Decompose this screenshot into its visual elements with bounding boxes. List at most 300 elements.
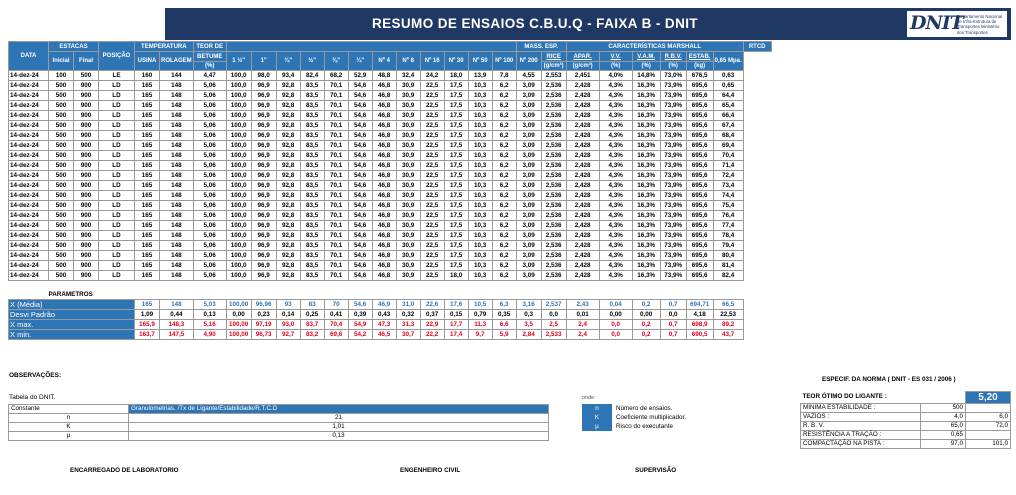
stat-value: 4,90 [193,330,226,340]
norma-label: COMPACTAÇÃO NA PISTA : [801,440,921,449]
data-cell: 500 [49,211,74,221]
data-row [9,171,816,181]
stat-value: 0,25 [300,310,324,320]
data-cell: 4,3% [599,121,632,131]
data-cell: 30,9 [396,201,420,211]
data-cell: 2,553 [541,71,566,81]
data-cell: 92,8 [276,141,300,151]
data-cell: LD [99,101,135,111]
data-cell: 148 [160,191,194,201]
data-cell: 6,2 [492,261,516,271]
data-cell: 165 [135,151,160,161]
stat-value: 148,3 [160,320,194,330]
data-cell: 5,06 [193,171,226,181]
data-cell: 32,4 [396,71,420,81]
data-cell: 83,5 [300,221,324,231]
data-cell: 4,3% [599,191,632,201]
data-cell: 6,2 [492,131,516,141]
data-cell: 54,6 [348,231,372,241]
data-cell: LD [99,141,135,151]
data-cell: 73,9% [660,111,686,121]
data-cell: 5,06 [193,141,226,151]
norma-max: 6,0 [966,413,1011,422]
data-cell: 165 [135,91,160,101]
stat-value: 2,4 [566,320,599,330]
data-cell: 54,6 [348,201,372,211]
title-bar [165,8,1011,40]
data-cell: 6,2 [492,251,516,261]
data-cell: 900 [74,141,99,151]
data-cell: 4,3% [599,101,632,111]
data-cell: 54,6 [348,221,372,231]
data-cell: 500 [49,201,74,211]
data-cell: LD [99,121,135,131]
data-cell: 16,3% [632,151,660,161]
data-cell: 83,5 [300,101,324,111]
data-cell: 10,3 [468,261,492,271]
data-cell: 22,5 [420,101,444,111]
stat-value: 1,09 [135,310,160,320]
data-cell: 5,06 [193,81,226,91]
data-cell: 83,5 [300,191,324,201]
data-cell: 6,2 [492,241,516,251]
data-cell: 2,536 [541,111,566,121]
data-cell: 148 [160,121,194,131]
data-cell: 695,6 [686,111,713,121]
data-cell: 14-dez-24 [9,191,49,201]
data-cell: 22,5 [420,201,444,211]
data-cell: 73,9% [660,191,686,201]
data-cell: 500 [49,241,74,251]
data-cell: LD [99,151,135,161]
data-cell: 900 [74,251,99,261]
data-cell: 4,3% [599,201,632,211]
stat-value: 0,2 [632,300,660,310]
data-cell: 83,5 [300,181,324,191]
data-cell: 83,5 [300,231,324,241]
data-cell: 17,5 [444,221,468,231]
header-rbv-unit: (%) [660,62,686,71]
data-cell: 83,5 [300,151,324,161]
data-cell: 4,3% [599,91,632,101]
header-temperatura: TEMPERATURA [135,42,194,52]
data-cell: 65,4 [713,101,743,111]
data-cell: 4,0% [599,71,632,81]
data-cell: 46,8 [372,221,396,231]
stat-value: 0,7 [660,320,686,330]
data-cell: LD [99,251,135,261]
data-cell: 2,428 [566,151,599,161]
signature-supervision: SUPERVISÃO [635,467,677,474]
data-cell: 22,5 [420,171,444,181]
data-cell: 17,5 [444,101,468,111]
data-cell: 4,3% [599,261,632,271]
data-cell: 3,09 [516,101,541,111]
stat-value: 2,5 [541,320,566,330]
data-cell: 30,9 [396,131,420,141]
data-cell: 500 [49,231,74,241]
stat-value: 30,7 [396,330,420,340]
header-usina: USINA [135,52,160,71]
data-cell: 100 [49,71,74,81]
data-cell: 14-dez-24 [9,271,49,281]
data-cell: 73,9% [660,91,686,101]
data-cell: 165 [135,251,160,261]
stat-value: 70 [324,300,348,310]
data-cell: 92,8 [276,231,300,241]
data-cell: 148 [160,221,194,231]
data-cell: 92,8 [276,81,300,91]
stat-value: 0,7 [660,300,686,310]
data-cell: 96,9 [251,221,276,231]
data-cell: 54,6 [348,191,372,201]
data-cell: 96,9 [251,201,276,211]
data-cell: 10,3 [468,121,492,131]
data-cell: 695,6 [686,81,713,91]
data-cell: 46,8 [372,141,396,151]
data-cell: 900 [74,101,99,111]
data-cell: 83,5 [300,171,324,181]
stat-value: 11,3 [468,320,492,330]
data-row [9,201,816,211]
data-cell: 30,9 [396,211,420,221]
data-cell: 5,06 [193,151,226,161]
data-cell: LD [99,191,135,201]
stat-value: 70,4 [324,320,348,330]
data-cell: 165 [135,141,160,151]
data-cell: 46,8 [372,121,396,131]
data-cell: 83,5 [300,131,324,141]
data-cell: LD [99,111,135,121]
data-cell: LD [99,261,135,271]
data-cell: 4,3% [599,231,632,241]
data-cell: 16,3% [632,181,660,191]
data-cell: 92,8 [276,91,300,101]
results-table [8,41,815,340]
data-cell: 2,428 [566,271,599,281]
data-cell: 16,3% [632,221,660,231]
data-row [9,241,816,251]
data-cell: 2,451 [566,71,599,81]
stat-value: 0,2 [632,320,660,330]
data-cell: 70,1 [324,241,348,251]
norma-max [966,404,1011,413]
data-cell: 70,1 [324,221,348,231]
data-cell: 92,8 [276,191,300,201]
data-cell: 16,3% [632,131,660,141]
stat-row [9,310,816,320]
data-cell: 4,3% [599,171,632,181]
data-cell: 165 [135,211,160,221]
stat-value: 17,6 [444,300,468,310]
data-cell: 80,4 [713,251,743,261]
header-rice: RICE [541,52,566,62]
data-cell: 2,428 [566,231,599,241]
data-cell: 30,9 [396,161,420,171]
data-row [9,131,816,141]
data-cell: 14-dez-24 [9,121,49,131]
data-cell: 6,2 [492,91,516,101]
data-cell: 2,428 [566,121,599,131]
data-cell: 73,9% [660,151,686,161]
data-row [9,101,816,111]
data-cell: 69,4 [713,141,743,151]
data-cell: 6,2 [492,211,516,221]
data-cell: 93,4 [276,71,300,81]
data-cell: 500 [74,71,99,81]
data-cell: 2,428 [566,261,599,271]
data-cell: 73,9% [660,131,686,141]
data-cell: 96,9 [251,191,276,201]
norma-label: R. B. V. [801,422,921,431]
stat-row [9,300,816,310]
data-cell: 92,8 [276,151,300,161]
data-cell: 92,8 [276,241,300,251]
data-cell: 2,428 [566,211,599,221]
data-cell: 96,9 [251,271,276,281]
data-cell: 165 [135,201,160,211]
data-cell: 695,6 [686,231,713,241]
data-cell: 2,428 [566,241,599,251]
data-cell: 10,3 [468,81,492,91]
data-cell: 70,1 [324,201,348,211]
data-row [9,251,816,261]
data-cell: 70,1 [324,271,348,281]
tabela-title: Tabela do DNIT. [9,394,56,401]
data-cell: 22,5 [420,271,444,281]
data-cell: 500 [49,221,74,231]
data-cell: 16,3% [632,211,660,221]
header-vv: V.V. [599,52,632,62]
data-cell: 3,09 [516,201,541,211]
data-cell: 6,2 [492,201,516,211]
data-cell: 900 [74,181,99,191]
data-cell: 10,3 [468,191,492,201]
data-cell: 2,536 [541,201,566,211]
data-cell: 30,9 [396,91,420,101]
data-cell: 83,5 [300,91,324,101]
data-cell: 100,0 [226,171,251,181]
stat-value: 0,44 [160,310,194,320]
norma-label: VAZIOS : [801,413,921,422]
data-cell: 16,3% [632,161,660,171]
data-cell: 695,6 [686,271,713,281]
data-cell: 165 [135,101,160,111]
data-cell: 100,0 [226,271,251,281]
data-cell: 500 [49,161,74,171]
data-cell: 695,6 [686,151,713,161]
data-cell: 4,55 [516,71,541,81]
data-cell: 16,3% [632,251,660,261]
data-cell: 73,4 [713,181,743,191]
data-cell: 100,0 [226,251,251,261]
data-cell: 10,3 [468,221,492,231]
data-cell: 17,5 [444,161,468,171]
data-cell: 100,0 [226,161,251,171]
data-cell: 165 [135,121,160,131]
data-cell: 2,428 [566,221,599,231]
data-cell: 900 [74,161,99,171]
stat-value: 0,0 [599,330,632,340]
data-cell: 148 [160,171,194,181]
data-cell: 500 [49,151,74,161]
data-cell: 24,2 [420,71,444,81]
data-cell: 83,5 [300,121,324,131]
data-cell: 22,5 [420,111,444,121]
data-cell: 46,8 [372,131,396,141]
data-cell: 4,3% [599,251,632,261]
stat-value: 0,43 [372,310,396,320]
data-cell: 70,1 [324,251,348,261]
data-cell: 10,3 [468,271,492,281]
tabela-symbol: µ [9,432,129,441]
data-cell: 5,06 [193,191,226,201]
data-cell: 900 [74,191,99,201]
stat-value: 46,9 [372,300,396,310]
data-cell: 54,6 [348,121,372,131]
data-cell: 2,428 [566,191,599,201]
data-cell: 695,6 [686,241,713,251]
data-cell: 16,3% [632,81,660,91]
data-cell: 148 [160,101,194,111]
stat-value: 89,2 [713,320,743,330]
header-rtcd: RTCD [743,42,771,52]
data-cell: 148 [160,111,194,121]
data-cell: 165 [135,221,160,231]
data-cell: 73,9% [660,181,686,191]
header-apar-unit: (g/cm³) [566,62,599,71]
report-title: RESUMO DE ENSAIOS C.B.U.Q - FAIXA B - DNIT [371,16,699,31]
data-cell: 10,3 [468,241,492,251]
data-cell: 2,536 [541,191,566,201]
data-cell: 30,9 [396,81,420,91]
data-cell: 73,9% [660,221,686,231]
data-row [9,181,816,191]
data-cell: 30,9 [396,261,420,271]
data-cell: 695,6 [686,211,713,221]
data-cell: 83,5 [300,111,324,121]
data-cell: 16,3% [632,191,660,201]
data-cell: LD [99,171,135,181]
data-cell: 66,4 [713,111,743,121]
teor-label: TEOR ÓTIMO DO LIGANTE : [801,392,921,404]
data-cell: 100,0 [226,261,251,271]
data-cell: 4,3% [599,111,632,121]
header-sieves-top [226,42,516,52]
data-cell: 4,3% [599,161,632,171]
data-cell: 5,06 [193,181,226,191]
data-cell: 30,9 [396,151,420,161]
data-cell: 72,4 [713,171,743,181]
stat-value: 43,7 [713,330,743,340]
data-row [9,191,816,201]
data-cell: LE [99,71,135,81]
stat-value: 0,0 [541,310,566,320]
data-cell: 10,3 [468,161,492,171]
data-cell: 30,9 [396,141,420,151]
data-cell: 18,0 [444,271,468,281]
data-cell: 500 [49,111,74,121]
data-cell: 100,0 [226,181,251,191]
data-cell: 22,5 [420,251,444,261]
data-cell: 165 [135,181,160,191]
stat-value: 0,32 [396,310,420,320]
data-cell: 83,5 [300,201,324,211]
stat-value: 22,9 [420,320,444,330]
data-cell: 3,09 [516,251,541,261]
data-cell: 2,428 [566,161,599,171]
data-cell: 4,3% [599,131,632,141]
data-cell: 14-dez-24 [9,261,49,271]
data-cell: 6,2 [492,161,516,171]
data-cell: 10,3 [468,131,492,141]
data-cell: 70,1 [324,191,348,201]
stat-value: 0,15 [444,310,468,320]
data-cell: 22,5 [420,181,444,191]
data-cell: 695,6 [686,261,713,271]
stat-label: X max. [9,320,135,330]
data-cell: 165 [135,271,160,281]
onde-symbol: µ [582,422,612,431]
data-cell: 14-dez-24 [9,81,49,91]
norma-min: 0,65 [921,431,966,440]
stat-value: 147,5 [160,330,194,340]
stat-value: 6,6 [492,320,516,330]
data-cell: 92,8 [276,261,300,271]
data-cell: 73,9% [660,261,686,271]
data-cell: 3,09 [516,81,541,91]
data-cell: 900 [74,211,99,221]
data-cell: LD [99,181,135,191]
stat-label: X (Média) [9,300,135,310]
stat-value: 5,9 [492,330,516,340]
data-cell: 148 [160,201,194,211]
data-cell: 695,6 [686,171,713,181]
data-cell: 30,9 [396,111,420,121]
data-cell: 3,09 [516,171,541,181]
data-row [9,121,816,131]
data-cell: 73,9% [660,101,686,111]
data-cell: 30,9 [396,101,420,111]
data-cell: 92,8 [276,101,300,111]
data-cell: 100,0 [226,221,251,231]
data-cell: 73,9% [660,271,686,281]
data-cell: 14-dez-24 [9,241,49,251]
data-cell: 3,09 [516,191,541,201]
data-cell: 2,536 [541,141,566,151]
data-cell: 16,3% [632,111,660,121]
header-teor-de: TEOR DE [193,42,226,52]
data-cell: 165 [135,171,160,181]
data-cell: 96,9 [251,101,276,111]
tabela-value: 21 [129,414,549,423]
stat-value: 54,6 [348,300,372,310]
data-cell: 74,4 [713,191,743,201]
data-cell: 2,428 [566,141,599,151]
data-cell: 5,06 [193,221,226,231]
data-cell: 17,5 [444,191,468,201]
norma-min: 65,0 [921,422,966,431]
data-cell: 17,5 [444,251,468,261]
data-cell: 92,8 [276,161,300,171]
header-vv-unit: (%) [599,62,632,71]
data-cell: 695,6 [686,141,713,151]
data-cell: 81,4 [713,261,743,271]
data-cell: 70,1 [324,151,348,161]
data-cell: 46,8 [372,271,396,281]
data-cell: 5,06 [193,211,226,221]
data-cell: 100,0 [226,101,251,111]
